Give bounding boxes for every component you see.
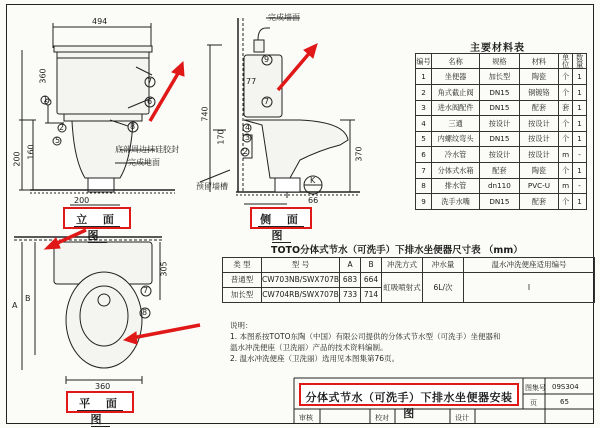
materials-cell: m	[559, 178, 573, 194]
materials-cell: 1	[573, 194, 587, 210]
materials-table-row	[416, 69, 587, 85]
materials-header-cell: 数量	[573, 54, 587, 69]
materials-header-cell: 规格	[480, 54, 520, 69]
materials-cell: 坐便器	[432, 69, 480, 85]
plan-marker: 8	[142, 308, 148, 317]
materials-cell: 个	[559, 162, 573, 178]
materials-cell: 9	[416, 194, 432, 210]
materials-cell: 个	[559, 194, 573, 210]
materials-cell: 冷水管	[432, 147, 480, 163]
materials-cell: DN15	[480, 131, 520, 147]
size-cell: CW704RB/SWX707B	[262, 288, 340, 303]
materials-cell: 1	[573, 116, 587, 132]
materials-cell: 配套	[519, 194, 559, 210]
materials-cell: 配套	[519, 100, 559, 116]
front-marker: 2	[59, 123, 65, 132]
size-header-cell: 冲洗方式	[382, 258, 423, 273]
materials-cell: 3	[416, 100, 432, 116]
materials-cell: m	[559, 147, 573, 163]
materials-cell: 1	[573, 131, 587, 147]
materials-cell: PVC-U	[519, 178, 559, 194]
page-value: 65	[560, 398, 569, 406]
size-table-title: TOTO分体式节水（可洗手）下排水坐便器尺寸表 （mm）	[271, 245, 523, 256]
materials-cell: -	[573, 147, 587, 163]
materials-cell: 1	[573, 162, 587, 178]
materials-table-row	[416, 162, 587, 178]
size-cell: 普通型	[223, 273, 262, 288]
footer-cell: 设计	[455, 414, 469, 422]
size-header-cell: 温水冲洗便座适用编号	[464, 258, 595, 273]
materials-cell: 个	[559, 85, 573, 101]
side-marker: 3	[245, 133, 251, 142]
plan-dim-width: 360	[95, 382, 111, 391]
size-header-cell: B	[361, 258, 382, 273]
materials-cell: -	[573, 178, 587, 194]
materials-cell: 2	[416, 85, 432, 101]
plan-dim-right: 305	[159, 261, 169, 277]
materials-cell: 按设计	[480, 116, 520, 132]
materials-cell: 按设计	[519, 116, 559, 132]
notes-line: 2. 温水冲洗便座（卫洗丽）选用见本图集第76页。	[230, 354, 400, 363]
materials-cell: 加长型	[480, 69, 520, 85]
side-dim-height-1: 740	[200, 106, 210, 122]
size-cell: CW703NB/SWX707B	[262, 273, 340, 288]
materials-cell: 5	[416, 131, 432, 147]
materials-cell: 套	[559, 100, 573, 116]
plan-dim-b: B	[25, 294, 31, 303]
front-dim-bottom: 200	[74, 196, 90, 205]
materials-cell: 个	[559, 116, 573, 132]
materials-cell: 按设计	[480, 147, 520, 163]
size-table-header-row	[223, 258, 595, 273]
side-view-title: 侧 面 图	[250, 207, 312, 229]
side-marker: 7	[264, 97, 270, 106]
front-dim-height-1: 200	[12, 151, 22, 167]
atlas-value: 09S304	[552, 383, 579, 391]
materials-cell: 角式截止阀	[432, 85, 480, 101]
side-dim-inner: 77	[246, 77, 257, 86]
materials-cell: 6	[416, 147, 432, 163]
materials-cell: 铜镀铬	[519, 85, 559, 101]
materials-cell: 分体式水箱	[432, 162, 480, 178]
front-marker: 6	[147, 97, 153, 106]
materials-cell: 个	[559, 69, 573, 85]
atlas-label: 图集号	[525, 384, 546, 392]
plan-view-drawing	[14, 237, 162, 384]
materials-header-cell: 名称	[432, 54, 480, 69]
materials-table-row	[416, 178, 587, 194]
footer-cell: 审核	[299, 414, 313, 422]
materials-cell: 1	[416, 69, 432, 85]
size-cell: 683	[340, 273, 361, 288]
materials-cell: 按设计	[519, 131, 559, 147]
size-flush-volume: 6L/次	[423, 273, 464, 303]
front-dim-height-2: 160	[26, 144, 36, 160]
size-header-cell: 型 号	[262, 258, 340, 273]
page-label: 页	[530, 399, 537, 407]
materials-cell: 1	[573, 100, 587, 116]
front-dim-height-3: 360	[38, 68, 48, 84]
size-cell: 714	[361, 288, 382, 303]
size-table	[222, 257, 595, 303]
plan-marker: 7	[143, 286, 149, 295]
materials-table-row	[416, 194, 587, 210]
side-view-drawing	[200, 18, 360, 204]
materials-cell: 4	[416, 116, 432, 132]
materials-header-cell: 单位	[559, 54, 573, 69]
size-header-cell: A	[340, 258, 361, 273]
materials-cell: 1	[573, 85, 587, 101]
side-dim-height-2: 370	[354, 146, 364, 162]
size-table-row	[223, 273, 595, 288]
materials-table-row	[416, 85, 587, 101]
materials-cell: 三通	[432, 116, 480, 132]
notes-heading: 说明：	[230, 321, 253, 330]
materials-cell: DN15	[480, 85, 520, 101]
size-cell: 加长型	[223, 288, 262, 303]
footer-cell: 校对	[375, 414, 389, 422]
side-marker: 9	[264, 55, 270, 64]
front-marker: 8	[130, 122, 136, 131]
side-section-label: K	[310, 176, 316, 185]
materials-cell: 陶瓷	[519, 162, 559, 178]
plan-view-title: 平 面 图	[66, 391, 134, 413]
materials-cell: 7	[416, 162, 432, 178]
front-marker: 1	[43, 95, 49, 104]
side-marker: 4	[245, 123, 251, 132]
drawing-title: 分体式节水（可洗手）下排水坐便器安装图	[299, 383, 519, 406]
size-cell: 664	[361, 273, 382, 288]
size-flush-method: 虹吸喷射式	[382, 273, 423, 303]
plan-dim-a: A	[12, 301, 18, 310]
materials-cell: 配套	[480, 162, 520, 178]
materials-cell: 个	[559, 131, 573, 147]
front-dim-width: 494	[92, 17, 108, 26]
front-view-drawing	[19, 23, 175, 205]
front-label-floor: 底部周边抹硅胶封	[115, 145, 179, 154]
front-marker: 5	[55, 136, 61, 145]
front-label-finish: 完成地面	[128, 158, 160, 167]
materials-cell: 8	[416, 178, 432, 194]
materials-cell: DN15	[480, 100, 520, 116]
side-section-value: 66	[308, 196, 319, 205]
size-header-cell: 类 型	[223, 258, 262, 273]
materials-header-cell: 编号	[416, 54, 432, 69]
notes-line: 温水冲洗便座（卫洗丽）产品的技术资料编制。	[230, 343, 388, 352]
side-marker: 2	[243, 147, 249, 156]
materials-cell: 按设计	[519, 147, 559, 163]
side-label-finish: 完成墙面	[268, 13, 300, 22]
materials-table-row	[416, 131, 587, 147]
materials-cell: 陶瓷	[519, 69, 559, 85]
materials-cell: 进水阀配件	[432, 100, 480, 116]
materials-table-row	[416, 100, 587, 116]
materials-cell: 1	[573, 69, 587, 85]
materials-cell: 内螺纹弯头	[432, 131, 480, 147]
side-dim-height-3: 170	[216, 129, 226, 145]
size-seat-code: I	[464, 273, 595, 303]
materials-cell: 洗手水嘴	[432, 194, 480, 210]
notes-block	[230, 320, 530, 364]
notes-line: 1. 本图系按TOTO东陶（中国）有限公司提供的分体式节水型（可洗手）坐便器和	[230, 332, 501, 341]
size-header-cell: 冲水量	[423, 258, 464, 273]
materials-table-title: 主要材料表	[470, 43, 525, 54]
materials-table-row	[416, 116, 587, 132]
materials-header-cell: 材料	[519, 54, 559, 69]
size-cell: 733	[340, 288, 361, 303]
front-marker: 7	[147, 77, 153, 86]
materials-table-header-row	[416, 54, 587, 69]
materials-cell: dn110	[480, 178, 520, 194]
materials-cell: 排水管	[432, 178, 480, 194]
materials-table-row	[416, 147, 587, 163]
materials-table	[415, 53, 587, 210]
materials-cell: DN15	[480, 194, 520, 210]
front-view-title: 立 面 图	[63, 207, 131, 229]
side-label-wall-pipe: 预留墙槽	[196, 182, 228, 191]
